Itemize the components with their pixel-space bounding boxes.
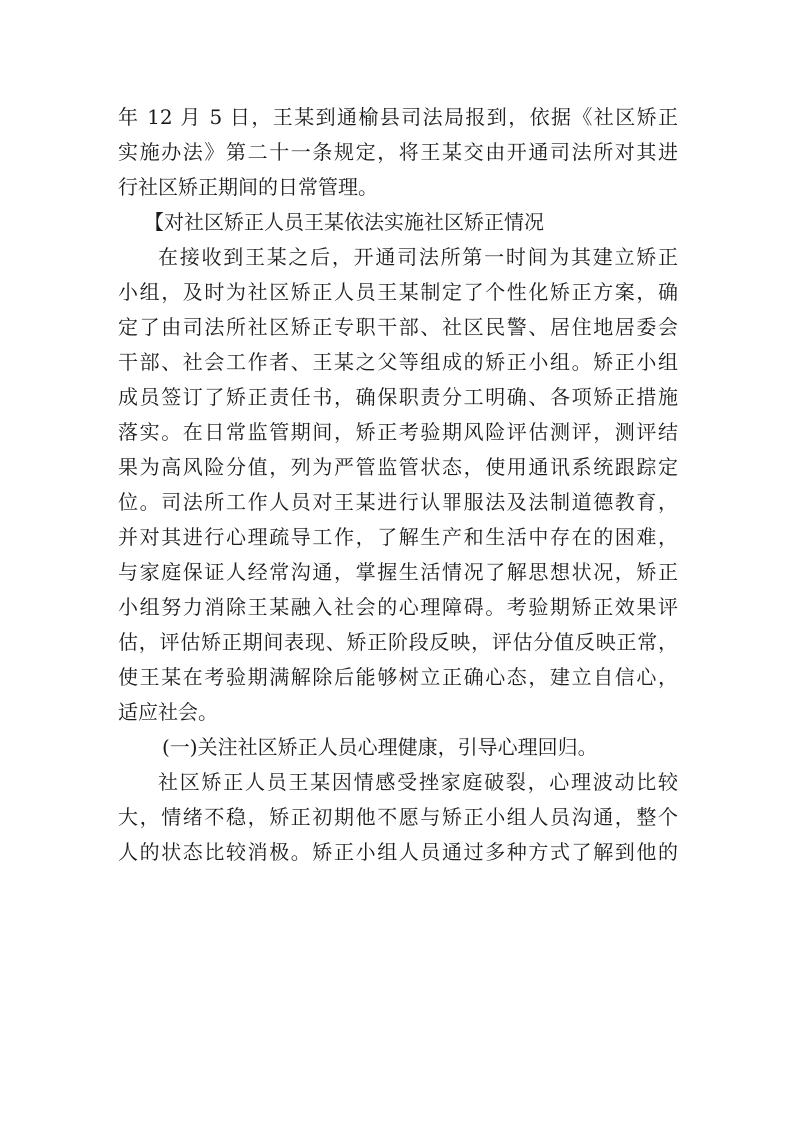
text-line: 位。司法所工作人员对王某进行认罪服法及法制道德教育，	[118, 490, 678, 514]
paragraph-3	[118, 765, 678, 870]
text-line: 估，评估矫正期间表现、矫正阶段反映，评估分值反映正常，	[118, 630, 678, 654]
text-line: 定了由司法所社区矫正专职干部、社区民警、居住地居委会	[118, 315, 678, 339]
document-page	[118, 100, 678, 870]
text-line: 实施办法》第二十一条规定，将王某交由开通司法所对其进	[118, 140, 678, 164]
text-line: 人的状态比较消极。矫正小组人员通过多种方式了解到他的	[118, 840, 678, 864]
text-line: 年 12 月 5 日，王某到通榆县司法局报到，依据《社区矫正	[118, 105, 678, 129]
text-line: 小组努力消除王某融入社会的心理障碍。考验期矫正效果评	[118, 595, 678, 619]
text-line: 在接收到王某之后，开通司法所第一时间为其建立矫正	[158, 245, 678, 269]
paragraph-1	[118, 100, 678, 205]
text-line: 果为高风险分值，列为严管监管状态，使用通讯系统跟踪定	[118, 455, 678, 479]
subsection-heading	[118, 730, 678, 765]
text-line: 成员签订了矫正责任书，确保职责分工明确、各项矫正措施	[118, 385, 678, 409]
text-line: 小组，及时为社区矫正人员王某制定了个性化矫正方案，确	[118, 280, 678, 304]
text-line: 并对其进行心理疏导工作，了解生产和生活中存在的困难，	[118, 525, 678, 549]
text-line: 使王某在考验期满解除后能够树立正确心态，建立自信心，	[118, 665, 678, 689]
section-heading	[118, 205, 678, 240]
heading-text: 【对社区矫正人员王某依法实施社区矫正情况	[144, 210, 544, 234]
text-line: 适应社会。	[118, 700, 218, 724]
text-line: 干部、社会工作者、王某之父等组成的矫正小组。矫正小组	[118, 350, 678, 374]
text-line: 行社区矫正期间的日常管理。	[118, 175, 378, 199]
subheading-text: (一)关注社区矫正人员心理健康，引导心理回归。	[162, 735, 598, 759]
text-line: 社区矫正人员王某因情感受挫家庭破裂，心理波动比较	[158, 770, 678, 794]
paragraph-2	[118, 240, 678, 730]
text-line: 落实。在日常监管期间，矫正考验期风险评估测评，测评结	[118, 420, 678, 444]
text-line: 与家庭保证人经常沟通，掌握生活情况了解思想状况，矫正	[118, 560, 678, 584]
text-line: 大，情绪不稳，矫正初期他不愿与矫正小组人员沟通，整个	[118, 805, 678, 829]
